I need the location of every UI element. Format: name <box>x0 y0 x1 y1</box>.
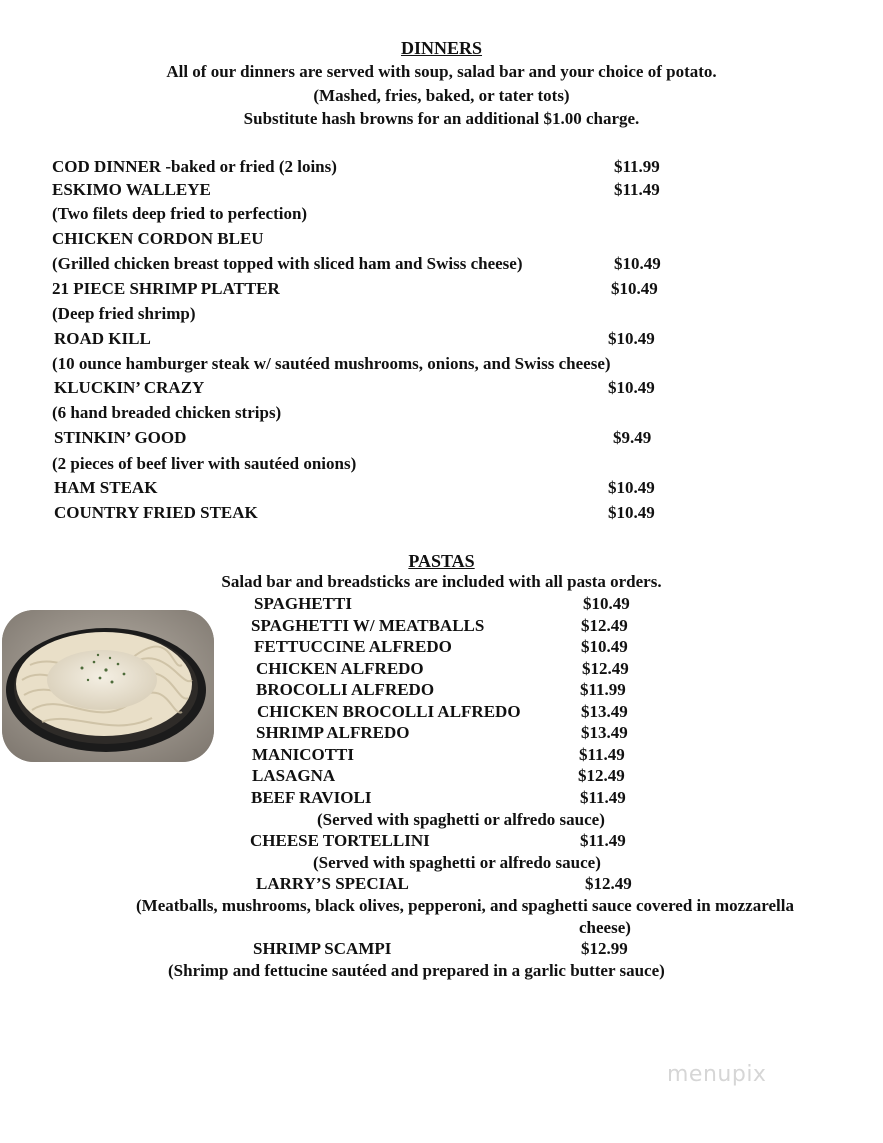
menu-item-price: $9.49 <box>613 428 652 447</box>
menu-item-price: $11.49 <box>580 788 626 807</box>
menu-item-price: $11.99 <box>580 680 626 699</box>
menu-item-price: $10.49 <box>608 378 655 397</box>
menu-item-name: ROAD KILL <box>54 329 151 348</box>
menu-item-name: CHICKEN ALFREDO <box>256 659 424 678</box>
menu-item-name: SPAGHETTI W/ MEATBALLS <box>251 616 485 635</box>
menu-item-description: (Grilled chicken breast topped with sliced ham and Swiss cheese) <box>52 254 523 273</box>
menu-item-price: $11.99 <box>614 157 660 176</box>
menu-item-description: (Deep fried shrimp) <box>52 304 196 323</box>
menu-item-name: ESKIMO WALLEYE <box>52 180 211 199</box>
menu-item-price: $12.99 <box>581 939 628 958</box>
menu-item-name: SHRIMP SCAMPI <box>253 939 392 958</box>
pasta-photo <box>2 610 214 762</box>
dinners-intro-line: All of our dinners are served with soup, salad bar and your choice of potato. <box>166 62 717 81</box>
dinners-title: DINNERS <box>400 38 483 58</box>
menu-item-price: $12.49 <box>582 659 629 678</box>
menu-item-name: SHRIMP ALFREDO <box>256 723 410 742</box>
menu-item-price: $13.49 <box>581 723 628 742</box>
menu-item-price: $13.49 <box>581 702 628 721</box>
menu-item-price: $12.49 <box>581 616 628 635</box>
menu-item-name: MANICOTTI <box>252 745 355 764</box>
menu-item-price: $10.49 <box>581 637 628 656</box>
menu-item-price: $11.49 <box>579 745 625 764</box>
menu-item-price: $10.49 <box>608 503 655 522</box>
menu-item-price: $10.49 <box>611 279 658 298</box>
menu-item-price: $11.49 <box>614 180 660 199</box>
menu-item-description: (10 ounce hamburger steak w/ sautéed mushrooms, onions, and Swiss cheese) <box>52 354 611 373</box>
menu-item-price: $10.49 <box>608 329 655 348</box>
menu-item-name: KLUCKIN’ CRAZY <box>54 378 205 397</box>
menu-item-name: CHICKEN CORDON BLEU <box>52 229 264 248</box>
menu-item-name: CHICKEN BROCOLLI ALFREDO <box>257 702 521 721</box>
pastas-intro: Salad bar and breadsticks are included with all pasta orders. <box>221 572 662 591</box>
fettuccine-alfredo-image <box>2 610 214 762</box>
menu-item-name: FETTUCCINE ALFREDO <box>254 637 452 656</box>
menu-item-price: $10.49 <box>583 594 630 613</box>
menu-item-name: LASAGNA <box>252 766 336 785</box>
pastas-title: PASTAS <box>408 551 475 571</box>
dinners-intro-line: (Mashed, fries, baked, or tater tots) <box>313 86 570 105</box>
menu-item-price: $11.49 <box>580 831 626 850</box>
menu-item-description: (Served with spaghetti or alfredo sauce) <box>313 853 601 872</box>
menu-item-price: $10.49 <box>614 254 661 273</box>
menu-item-name: SPAGHETTI <box>254 594 352 613</box>
menu-item-name: 21 PIECE SHRIMP PLATTER <box>52 279 280 298</box>
menu-item-name: BROCOLLI ALFREDO <box>256 680 435 699</box>
menu-item-name: CHEESE TORTELLINI <box>250 831 430 850</box>
menu-item-name: LARRY’S SPECIAL <box>256 874 409 893</box>
menu-item-name: STINKIN’ GOOD <box>54 428 187 447</box>
dinners-intro-line: Substitute hash browns for an additional $1.00 charge. <box>243 109 640 128</box>
menupix-watermark: menupix <box>667 1062 767 1087</box>
menu-item-description: (6 hand breaded chicken strips) <box>52 403 282 422</box>
menu-item-name: BEEF RAVIOLI <box>251 788 372 807</box>
menu-item-name: COD DINNER -baked or fried (2 loins) <box>52 157 337 176</box>
menu-item-price: $12.49 <box>578 766 625 785</box>
menu-item-description: (Two filets deep fried to perfection) <box>52 204 308 223</box>
menu-item-description: (Meatballs, mushrooms, black olives, pepperoni, and spaghetti sauce covered in mozzarella <box>136 896 794 915</box>
menu-item-name: COUNTRY FRIED STEAK <box>54 503 258 522</box>
menu-item-description: (2 pieces of beef liver with sautéed onions) <box>52 454 357 473</box>
menu-item-price: $10.49 <box>608 478 655 497</box>
menu-item-description: cheese) <box>579 918 631 937</box>
menu-item-description: (Served with spaghetti or alfredo sauce) <box>317 810 605 829</box>
menu-item-price: $12.49 <box>585 874 632 893</box>
menu-item-description: (Shrimp and fettucine sautéed and prepared in a garlic butter sauce) <box>168 961 665 980</box>
menu-item-name: HAM STEAK <box>54 478 158 497</box>
